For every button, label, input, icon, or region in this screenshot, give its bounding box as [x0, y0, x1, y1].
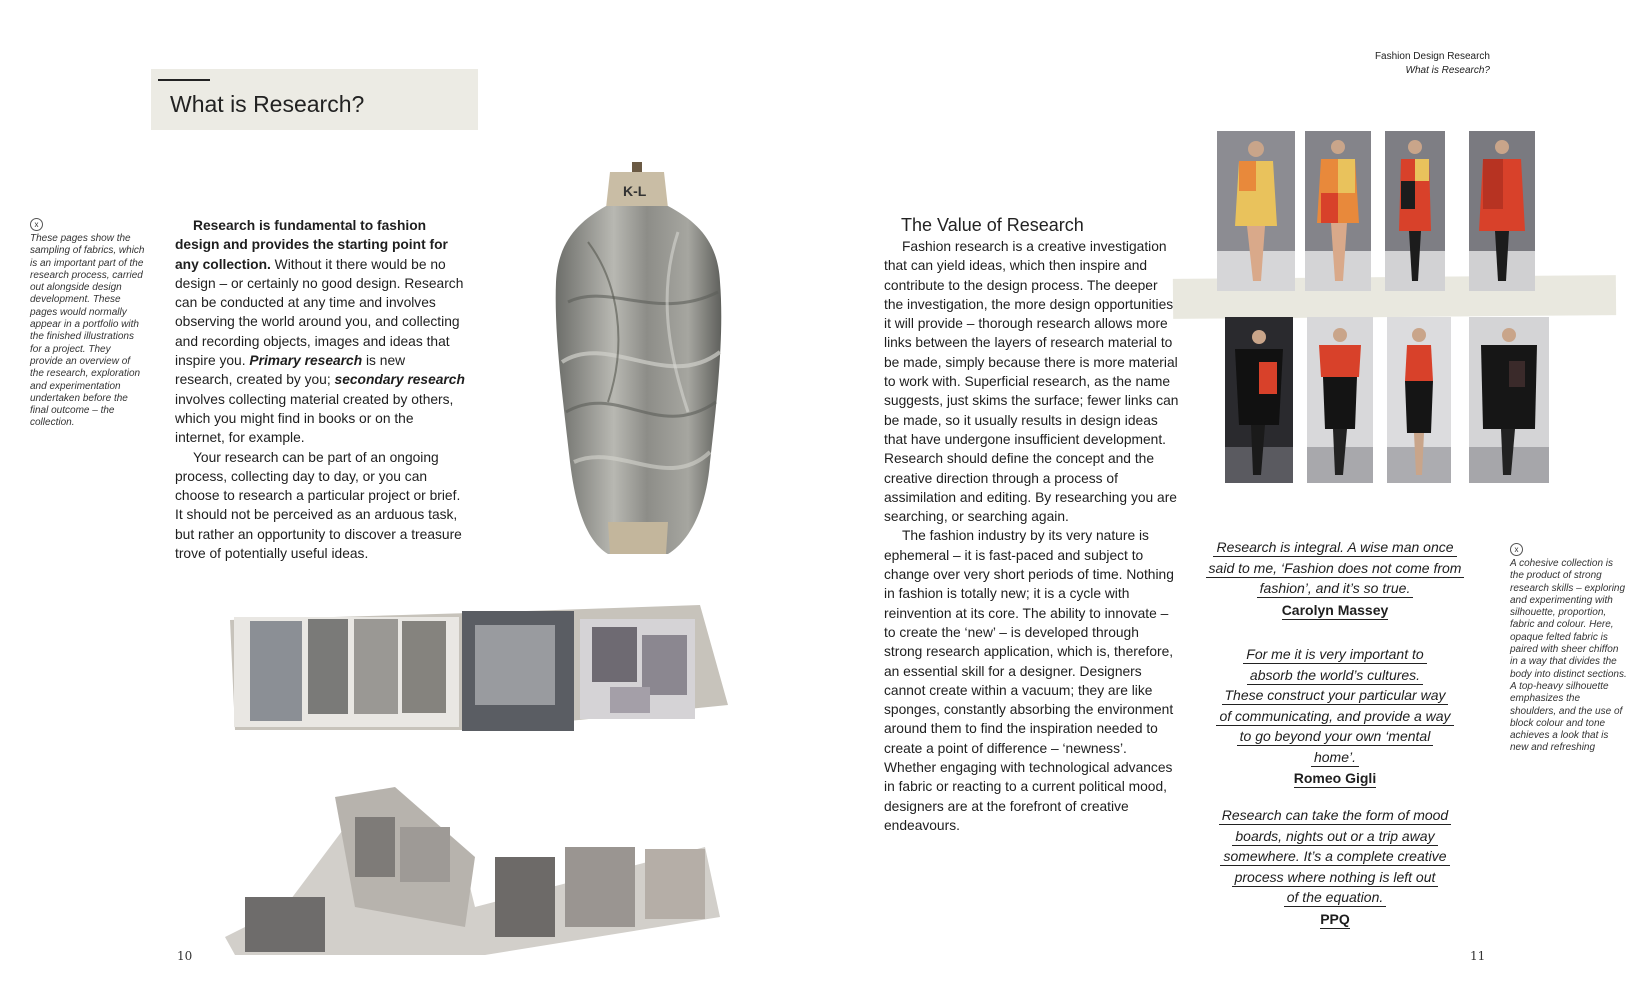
title-rule — [158, 79, 210, 81]
runway-photo-6 — [1307, 317, 1373, 483]
page-title: What is Research? — [170, 91, 365, 117]
quote-line: home’. — [1311, 748, 1359, 767]
quote-line: fashion’, and it’s so true. — [1257, 579, 1414, 598]
runway-photo-7 — [1387, 317, 1451, 483]
sketchbook-image-2 — [225, 787, 730, 957]
para-text: involves collecting material created by others, which you might find in books or on the internet, for example. — [175, 391, 454, 446]
side-note-left — [30, 218, 145, 430]
runway-photo-3 — [1385, 131, 1445, 291]
right-body-column — [884, 237, 1180, 835]
quote-carolyn-massey — [1195, 538, 1475, 620]
quote-line: For me it is very important to — [1243, 645, 1426, 664]
term-secondary-research: secondary research — [334, 372, 465, 388]
quote-line: to go beyond your own ‘mental — [1237, 727, 1434, 746]
quote-line: somewhere. It’s a complete creative — [1220, 847, 1449, 866]
quote-line: boards, nights out or a trip away — [1232, 827, 1437, 846]
right-para-1: Fashion research is a creative investigation that can yield ideas, which then inspire and contribute to the design process. The deeper the investigation, the more design opportunities it will provide – thorough research allows more links between the layers of research material to be made, simply because there is more material to work with. Superficial research, as the name suggests, just skims the surface; fewer links can be made, so it usually results in design ideas that have undergone insufficient development. Research should define the concept and the creative direction through a process of assimilation and editing. By researching you are searching, or searching again. — [884, 239, 1179, 525]
right-para-2: The fashion industry by its very nature is ephemeral – it is fast-paced and subject to change over very short periods of time. Nothing in fashion is totally new; it is a cycle with reinvention at its core. The ability to innovate – to create the ‘new’ – is developed through strong research application, which is, therefore, an essential skill for a designer. Designers cannot create within a vacuum; they are like sponges, constantly absorbing the environment around them to find the inspiration needed to create a point of difference – ‘newness’. Whether engaging with technological advances in fabric or reacting to a current political mood, designers are at the forefront of creative endeavours. — [884, 528, 1174, 833]
running-head — [1375, 50, 1490, 78]
sketchbook-image-1 — [230, 605, 730, 740]
para-text: Without it there would be no design – or certainly no good design. Research can be conducted at any time and involves observing the world around you, and collecting and recording objects, images and ideas that inspire you. — [175, 256, 464, 369]
quote-line: Research is integral. A wise man once — [1213, 538, 1456, 557]
runway-photo-4 — [1469, 131, 1535, 291]
quote-line: absorb the world’s cultures. — [1247, 666, 1423, 685]
quote-author: Romeo Gigli — [1293, 770, 1377, 786]
quote-line: Research can take the form of mood — [1219, 806, 1451, 825]
quote-romeo-gigli — [1195, 645, 1475, 789]
runway-photo-5 — [1225, 317, 1293, 483]
side-note-right — [1510, 543, 1628, 755]
dress-form-label: K-L — [623, 183, 647, 199]
para-text: is new research, created by you; — [175, 353, 406, 388]
quote-author: PPQ — [1320, 910, 1350, 927]
runway-photo-8 — [1469, 317, 1549, 483]
side-note-right-text: A cohesive collection is the product of strong research skills – exploring and experimenting with silhouette, proportion, fabric and colour. Here, opaque felted fabric is paired with sheer chiffon in a way that divides the body into distinct sections. A top-heavy silhouette emphasizes the shoulders, and the use of block colour and tone achieves a look that is new and refreshing — [1510, 558, 1627, 754]
running-head-title: Fashion Design Research — [1374, 51, 1490, 62]
title-box — [151, 69, 478, 130]
page-number-left: 10 — [177, 949, 193, 963]
left-para-1 — [175, 216, 465, 448]
runway-photo-1 — [1217, 131, 1295, 291]
quote-author: Carolyn Massey — [1281, 601, 1389, 618]
caption-marker-icon: x — [30, 218, 43, 231]
left-para-2: Your research can be part of an ongoing process, collecting day to day, or you can choose to research a particular project or brief. It should not be perceived as an arduous task, but rather an opportunity to discover a treasure trove of potentially useful ideas. — [175, 449, 462, 562]
runway-photo-2 — [1305, 131, 1371, 291]
draped-dress-image — [548, 162, 726, 562]
quote-line: said to me, ‘Fashion does not come from — [1206, 559, 1465, 578]
quote-line: process where nothing is left out — [1232, 868, 1439, 887]
quote-ppq — [1195, 806, 1475, 929]
side-note-left-text: These pages show the sampling of fabrics, which is an important part of the research process, carried out alongside design development. These pages would normally appear in a portfolio with the finished illustrations for a project. They provide an overview of the research, exploration and experimentation undertaken before the final outcome – the collection. — [30, 233, 145, 429]
quote-line: of communicating, and provide a way — [1216, 707, 1453, 726]
caption-marker-icon: x — [1510, 543, 1523, 556]
section-heading: The Value of Research — [901, 215, 1084, 235]
left-body-column — [175, 216, 465, 563]
term-primary-research: Primary research — [249, 353, 363, 369]
running-head-subtitle: What is Research? — [1405, 65, 1490, 76]
quote-line: of the equation. — [1284, 888, 1387, 907]
page-number-right: 11 — [1470, 949, 1486, 963]
quote-line: These construct your particular way — [1222, 686, 1449, 705]
lead-sentence: Research is fundamental to fashion design and provides the starting point for any collection. — [175, 218, 448, 272]
